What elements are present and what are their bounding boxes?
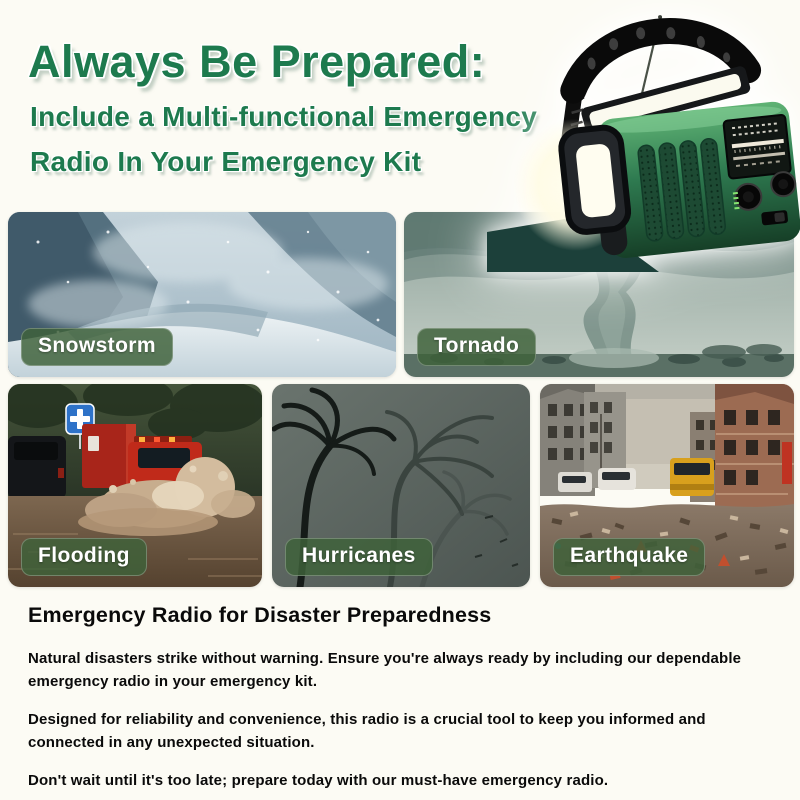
tornado-label: Tornado: [417, 328, 536, 366]
description-section: [28, 603, 778, 800]
tuning-dial-panel: [723, 115, 791, 179]
emergency-radio-illustration: [486, 0, 800, 272]
hurricanes-card: [272, 384, 530, 587]
flooding-card: [8, 384, 262, 587]
snowstorm-label: Snowstorm: [21, 328, 173, 366]
hurricanes-label: Hurricanes: [285, 538, 433, 576]
subtitle-line-2: Radio In Your Emergency Kit: [30, 146, 422, 177]
description-heading: Emergency Radio for Disaster Preparedness: [28, 603, 492, 627]
description-paragraph-3: Don't wait until it's too late; prepare today with our must-have emergency radio.: [28, 772, 609, 789]
flooding-label: Flooding: [21, 538, 147, 576]
emergency-radio-product-image: [486, 0, 800, 272]
subtitle-line-1: Include a Multi-functional Emergency: [30, 101, 538, 132]
earthquake-label: Earthquake: [553, 538, 705, 576]
description-paragraph-2: Designed for reliability and convenience, this radio is a crucial tool to keep you informed and connected in any unexpected situation.: [28, 711, 706, 751]
snowstorm-card: [8, 212, 396, 377]
disaster-grid-row-2: [8, 384, 794, 587]
page-title: Always Be Prepared:: [28, 36, 486, 87]
description-paragraph-1: Natural disasters strike without warning. Ensure you're always ready by including our dependable emergency radio in your emergency kit.: [28, 650, 742, 690]
earthquake-card: [540, 384, 794, 587]
